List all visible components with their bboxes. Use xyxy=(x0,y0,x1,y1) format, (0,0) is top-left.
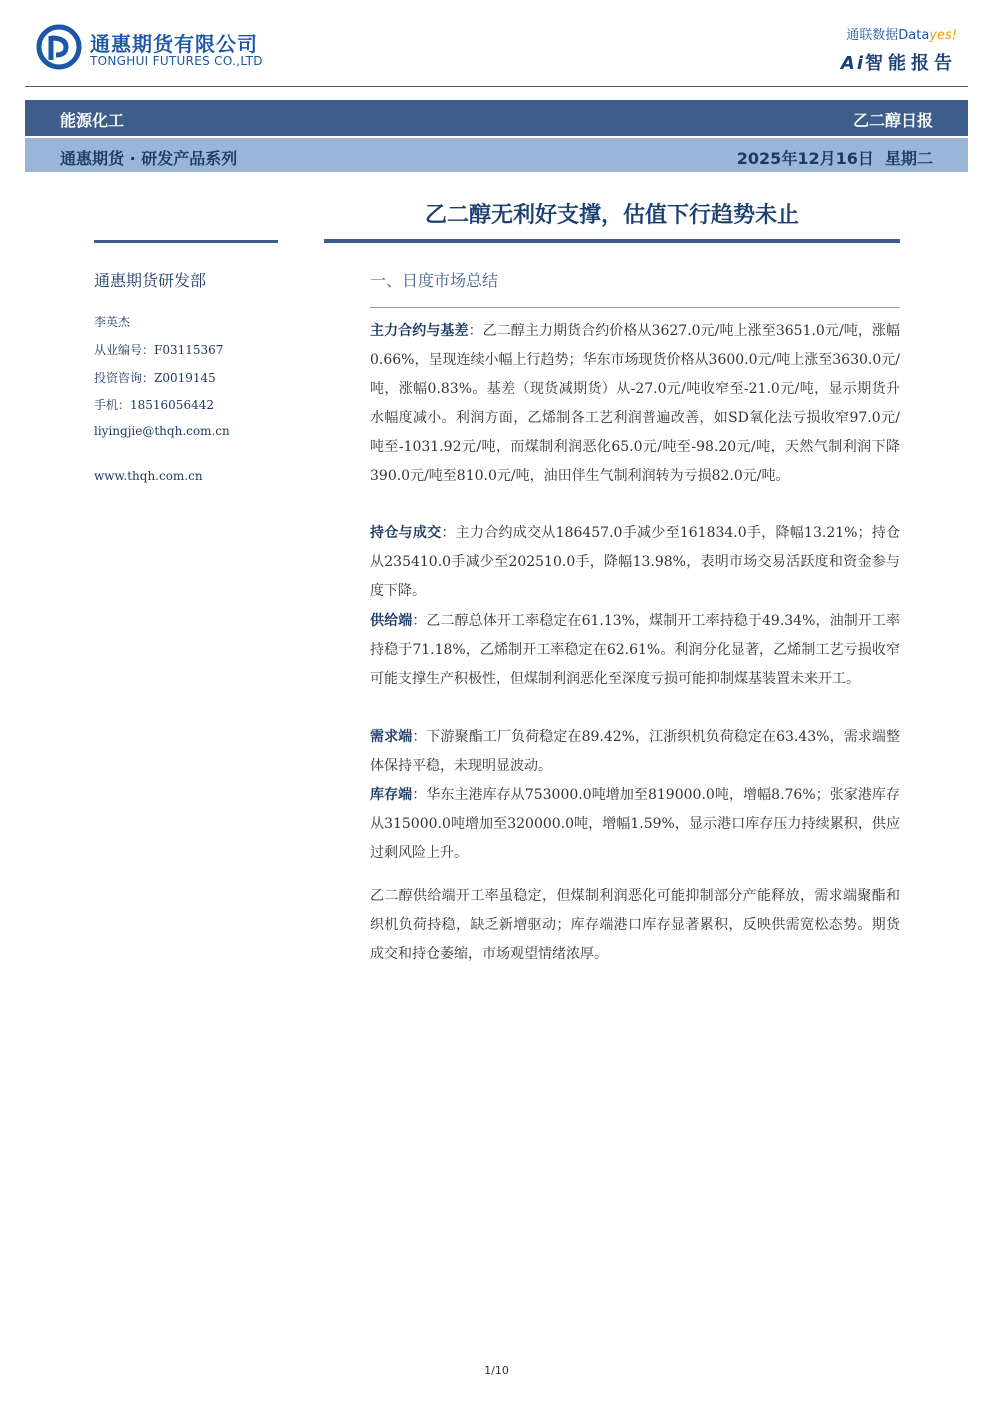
report-type-label: 乙二醇日报 xyxy=(852,111,933,130)
series-label: 通惠期货 · 研发产品系列 xyxy=(60,149,238,168)
section-heading: 一、日度市场总结 xyxy=(370,271,499,290)
paragraph-lead: 库存端 xyxy=(370,787,413,803)
series-banner xyxy=(25,138,968,172)
paragraph-lead: 需求端 xyxy=(370,729,413,745)
header-divider xyxy=(25,86,968,87)
company-logo-icon xyxy=(36,24,82,70)
paragraph-text: ：华东主港库存从753000.0吨增加至819000.0吨，增幅8.76%；张家港库存从315000.0吨增加至320000.0吨，增幅1.59%，显示港口库存压力持续累积，供应过剩风险上升。 xyxy=(370,787,901,861)
paragraph-contract-basis xyxy=(370,317,900,491)
summary-paragraph: 乙二醇供给端开工率虽稳定，但煤制利润恶化可能抑制部分产能释放，需求端聚酯和织机负荷持稳，缺乏新增驱动；库存端港口库存显著累积，反映供需宽松态势。期货成交和持仓萎缩，市场观望情绪浓厚。 xyxy=(370,888,900,962)
sector-label: 能源化工 xyxy=(60,111,125,130)
paragraph-demand xyxy=(370,723,900,781)
partner-name-yes: yes! xyxy=(929,28,957,43)
section-divider xyxy=(370,307,900,308)
paragraph-text: ：下游聚酯工厂负荷稳定在89.42%，江浙织机负荷稳定在63.43%，需求端整体保持平稳，未现明显波动。 xyxy=(370,729,901,774)
ai-report-label xyxy=(841,49,957,75)
paragraph-lead: 主力合约与基差 xyxy=(370,323,469,339)
consult-number: 投资咨询：Z0019145 xyxy=(94,371,216,385)
license-number: 从业编号：F03115367 xyxy=(94,343,224,357)
partner-name-data: Data xyxy=(898,28,930,43)
phone-number: 手机：18516056442 xyxy=(94,398,214,412)
report-title: 乙二醇无利好支撑，估值下行趋势未止 xyxy=(424,203,799,228)
paragraph-lead: 持仓与成交 xyxy=(370,525,442,541)
paragraph-position-volume xyxy=(370,519,900,606)
company-name-en: TONGHUI FUTURES CO.,LTD xyxy=(90,54,263,68)
report-date: 2025年12月16日 星期二 xyxy=(736,149,933,168)
paragraph-text: ：乙二醇总体开工率稳定在61.13%，煤制开工率持稳于49.34%，油制开工率持稳于71.18%，乙烯制开工率稳定在62.61%。利润分化显著，乙烯制工艺亏损收窄可能支撑生产积极性，但煤制利润恶化至深度亏损可能抑制煤基装置未来开工。 xyxy=(370,613,901,687)
company-name-cn: 通惠期货有限公司 xyxy=(90,32,258,56)
sector-banner xyxy=(25,100,968,136)
partner-name-cn: 通联数据 xyxy=(846,28,899,43)
paragraph-text: ：乙二醇主力期货合约价格从3627.0元/吨上涨至3651.0元/吨，涨幅0.66%，呈现连续小幅上行趋势；华东市场现货价格从3600.0元/吨上涨至3630.0元/吨，涨幅0.83%。基差（现货减期货）从-27.0元/吨收窄至-21.0元/吨，显示期货升水幅度减小。利润方面，乙烯制各工艺利润普遍改善，如SD氧化法亏损收窄97.0元/吨至-1031.92元/吨，而煤制利润恶化65.0元/吨至-98.20元/吨，天然气制利润下降390.0元/吨至810.0元/吨，油田伴生气制利润转为亏损82.0元/吨。 xyxy=(370,323,901,484)
department-name: 通惠期货研发部 xyxy=(94,271,207,290)
paragraph-lead: 供给端 xyxy=(370,613,413,629)
email-link[interactable]: liyingjie@thqh.com.cn xyxy=(94,424,230,438)
paragraph-text: ：主力合约成交从186457.0手减少至161834.0手，降幅13.21%；持仓从235410.0手减少至202510.0手，降幅13.98%，表明市场交易活跃度和资金参与度下降。 xyxy=(370,525,901,599)
analyst-name: 李英杰 xyxy=(94,315,131,329)
paragraph-supply xyxy=(370,607,900,694)
report-label: 智能报告 xyxy=(865,53,957,74)
ai-label: Ai xyxy=(840,53,865,74)
title-divider xyxy=(324,239,900,243)
page-number: 1/10 xyxy=(484,1364,509,1377)
sidebar-divider xyxy=(94,240,278,243)
partner-logo xyxy=(846,24,957,43)
paragraph-inventory xyxy=(370,781,900,868)
website-link[interactable]: www.thqh.com.cn xyxy=(94,469,203,483)
